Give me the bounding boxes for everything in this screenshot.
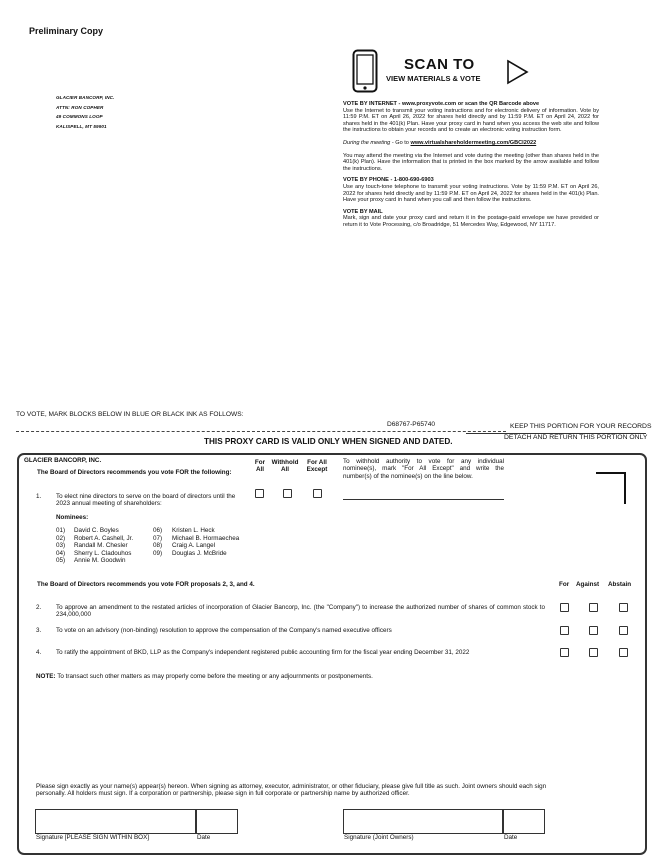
sign-instructions: Please sign exactly as your name(s) appear(s) hereon. When signing as attorney, executor, administrator, or other fiduciary, please give full title as such. Joint owners should each sign personally. All holders must sign. If a corporation or partnership, please sign in full corporate or partnership name by authorized officer.: [36, 783, 547, 798]
proposal4-abstain-checkbox[interactable]: [619, 648, 628, 657]
voting-instructions: [343, 101, 599, 229]
meeting-text: You may attend the meeting via the Internet and vote during the meeting (other than shares held in the 401(k) Plan). Have the information that is printed in the box marked by the arrow available and follow the instructions.: [343, 152, 599, 172]
phone-vote-text: Use any touch-tone telephone to transmit your voting instructions. Vote by 11:59 P.M. ET on April 26, 2022 for shares held directly and by 11:59 P.M. ET on April 24, 2022 for shares held in the 401(k) Plan. Have your proxy card in hand when you call and then follow the instructions.: [343, 183, 599, 204]
joint-signature-box[interactable]: [343, 809, 504, 834]
valid-notice: THIS PROXY CARD IS VALID ONLY WHEN SIGNED AND DATED.: [204, 437, 453, 446]
item1-text: To elect nine directors to serve on the board of directors until the 2023 annual meeting of shareholders:: [56, 493, 236, 508]
company-name: GLACIER BANCORP, INC.: [24, 457, 102, 464]
signature-label: Signature [PLEASE SIGN WITHIN BOX]: [36, 834, 150, 841]
meeting-link[interactable]: www.virtualshareholdermeeting.com/GBCI2022: [410, 139, 537, 146]
proposal3-number: 3.: [36, 627, 42, 634]
proposal3-for-checkbox[interactable]: [560, 626, 569, 635]
nominees-left: [56, 527, 133, 565]
proposal3-text: To vote on an advisory (non-binding) resolution to approve the compensation of the Company's named executive officers: [56, 627, 392, 634]
corner-mark: [596, 472, 626, 504]
nominee-row: 02) Robert A. Cashell, Jr.: [56, 534, 134, 542]
proposal2-number: 2.: [36, 604, 42, 611]
proposal2-text: To approve an amendment to the restated articles of incorporation of Glacier Bancorp, Inc. (the "Company") to increase the authorized number of shares of common stock to 234,000,000: [56, 604, 545, 619]
scan-to-subtitle: VIEW MATERIALS & VOTE: [386, 74, 481, 83]
play-arrow-icon: [506, 59, 530, 90]
col-for-all-except: For All Except: [306, 459, 328, 474]
mail-vote-heading: VOTE BY MAIL: [343, 208, 383, 215]
address-line: KALISPELL, MT 59901: [56, 123, 107, 129]
scan-to-title: SCAN TO: [404, 56, 475, 73]
nominee-row: 03) Randall M. Chesler: [56, 542, 128, 550]
col-withhold-all: Withhold All: [271, 459, 299, 474]
proposal3-against-checkbox[interactable]: [589, 626, 598, 635]
withhold-all-checkbox[interactable]: [283, 489, 292, 498]
for-all-checkbox[interactable]: [255, 489, 264, 498]
col-against: Against: [576, 581, 600, 588]
nominee-exception-line[interactable]: [343, 499, 504, 500]
proposal4-for-checkbox[interactable]: [560, 648, 569, 657]
nominee-row: 01) David C. Boyles: [56, 527, 119, 534]
proposal3-abstain-checkbox[interactable]: [619, 626, 628, 635]
address-line: ATTN: RON COPHER: [56, 104, 104, 110]
joint-signature-label: Signature (Joint Owners): [344, 834, 414, 841]
note: [36, 673, 596, 680]
note-label: NOTE:: [36, 673, 56, 680]
nominee-row: 09) Douglas J. McBride: [153, 549, 227, 557]
detach-line-top: [16, 431, 506, 432]
nominee-row: 07) Michael B. Hormaechea: [153, 534, 240, 542]
nominee-row: 08) Craig A. Langel: [153, 542, 216, 550]
mail-vote-text: Mark, sign and date your proxy card and return it in the postage-paid envelope we have provided or return it to Vote Processing, c/o Broadridge, 51 Mercedes Way, Edgewood, NY 11717.: [343, 215, 599, 228]
proposal2-against-checkbox[interactable]: [589, 603, 598, 612]
nominees-label: Nominees:: [56, 514, 89, 521]
proposal2-for-checkbox[interactable]: [560, 603, 569, 612]
note-text: To transact such other matters as may properly come before the meeting or any adjournments or postponements.: [55, 673, 373, 680]
col-for-all: For All: [254, 459, 266, 474]
date-box[interactable]: [195, 809, 238, 834]
nominee-row: 05) Annie M. Goodwin: [56, 557, 126, 565]
withhold-instructions: To withhold authority to vote for any individual nominee(s), mark "For All Except" and write the number(s) of the nominee(s) on the line below.: [343, 458, 504, 480]
nominee-row: 04) Sherry L. Cladouhos: [56, 549, 132, 557]
address-line: 49 COMMONS LOOP: [56, 114, 103, 120]
mark-instructions: TO VOTE, MARK BLOCKS BELOW IN BLUE OR BLACK INK AS FOLLOWS:: [16, 411, 244, 418]
date-label: Date: [197, 834, 211, 841]
control-code: D68767-P65740: [387, 421, 436, 428]
meeting-lead: During the meeting: [343, 139, 391, 146]
phone-icon: [352, 49, 378, 98]
proposal4-text: To ratify the appointment of BKD, LLP as the Company's independent registered public accounting firm for the fiscal year ending December 31, 2022: [56, 649, 470, 656]
proposal4-against-checkbox[interactable]: [589, 648, 598, 657]
col-abstain: Abstain: [608, 581, 632, 588]
internet-vote-heading: VOTE BY INTERNET - www.proxyvote.com or scan the QR Barcode above: [343, 101, 540, 107]
preliminary-copy-label: Preliminary Copy: [29, 26, 104, 36]
detach-return-label: DETACH AND RETURN THIS PORTION ONLY: [504, 434, 648, 441]
joint-date-label: Date: [504, 834, 518, 841]
joint-date-box[interactable]: [502, 809, 545, 834]
meeting-line: [343, 140, 599, 147]
meeting-goto: - Go to: [390, 139, 411, 146]
for-all-except-checkbox[interactable]: [313, 489, 322, 498]
signature-box[interactable]: [35, 809, 197, 834]
proposal4-number: 4.: [36, 649, 42, 656]
item1-number: 1.: [36, 493, 42, 500]
proposal2-abstain-checkbox[interactable]: [619, 603, 628, 612]
col-for: For: [559, 581, 570, 588]
internet-vote-text: Use the Internet to transmit your voting instructions and for electronic delivery of information. Vote by 11:59 P.M. ET on April 26, 2022 for shares held directly and by 11:59 P.M. ET on April 24, 2022 for shares held in the 401(k) Plan. Have your proxy card in hand when you access the web site and follow the instructions to obtain your records and to create an electronic voting instruction form.: [343, 107, 599, 134]
nominees-right: [153, 527, 239, 557]
board-recommendation: The Board of Directors recommends you vote FOR the following:: [37, 469, 232, 476]
nominee-row: 06) Kristen L. Heck: [153, 527, 215, 534]
phone-vote-heading: VOTE BY PHONE - 1-800-690-6903: [343, 177, 434, 184]
address-line: GLACIER BANCORP, INC.: [56, 95, 115, 100]
keep-portion-label: KEEP THIS PORTION FOR YOUR RECORDS: [510, 423, 652, 430]
board-recommendation-proposals: The Board of Directors recommends you vote FOR proposals 2, 3, and 4.: [37, 581, 255, 588]
return-address: [56, 93, 114, 131]
